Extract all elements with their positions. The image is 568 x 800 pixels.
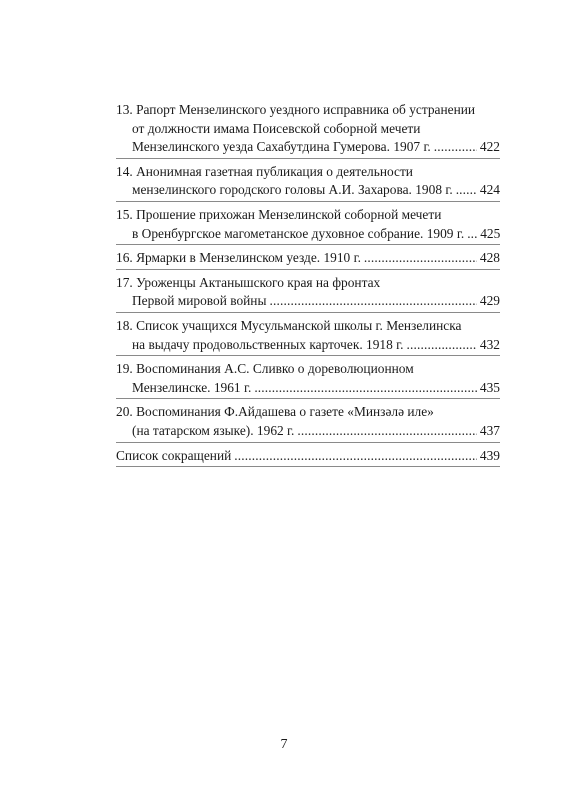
toc-entry-line xyxy=(116,422,500,441)
toc-entry-line xyxy=(116,360,500,379)
toc-entry-line xyxy=(116,317,500,336)
toc-entry-title: 19. Воспоминания А.С. Сливко о дореволюционном xyxy=(116,361,414,377)
toc-entry xyxy=(116,101,500,159)
toc-entry xyxy=(116,206,500,245)
toc-entry-line xyxy=(116,336,500,355)
toc-entry-line xyxy=(116,249,500,268)
toc-entry-line xyxy=(116,403,500,422)
toc-entry xyxy=(116,163,500,202)
toc-entry-line xyxy=(116,120,500,139)
toc-entry-title: 17. Уроженцы Актанышского края на фронтах xyxy=(116,274,381,290)
toc-entry-page: 422 xyxy=(479,139,500,155)
dot-leader xyxy=(254,379,477,398)
toc-entry-title: 18. Список учащихся Мусульманской школы г. Мензелинска xyxy=(116,317,462,333)
toc-entry-title: 15. Прошение прихожан Мензелинской соборной мечети xyxy=(116,206,442,222)
toc-entry-title: мензелинского городского головы А.И. Захарова. 1908 г. xyxy=(132,182,453,198)
toc-entry-title: Мензелинске. 1961 г. xyxy=(132,379,252,395)
toc-entry-line xyxy=(116,163,500,182)
dot-leader xyxy=(406,336,476,355)
toc-entry-page: 432 xyxy=(479,336,500,352)
dot-leader xyxy=(467,225,477,244)
toc-entry-title: 14. Анонимная газетная публикация о деятельности xyxy=(116,163,413,179)
toc-entry-page: 424 xyxy=(479,182,500,198)
toc-entry-line xyxy=(116,138,500,157)
toc-entry-line xyxy=(116,101,500,120)
dot-leader xyxy=(434,138,477,157)
toc-entry xyxy=(116,360,500,399)
toc-entry-title: 20. Воспоминания Ф.Айдашева о газете «Минзәлә иле» xyxy=(116,404,434,420)
toc-entry-line xyxy=(116,274,500,293)
toc-entry-line xyxy=(116,379,500,398)
toc-entry-page: 429 xyxy=(479,293,500,309)
toc-entry-page: 428 xyxy=(479,250,500,266)
toc-entry xyxy=(116,317,500,356)
toc-entry-title: Мензелинского уезда Сахабутдина Гумерова. 1907 г. xyxy=(132,139,431,155)
toc-entry-title: Первой мировой войны xyxy=(132,293,267,309)
toc-entry-title: Список сокращений xyxy=(116,447,232,463)
toc-entry-page: 425 xyxy=(480,225,501,241)
toc-entry-title: от должности имама Поисевской соборной мечети xyxy=(132,120,421,136)
dot-leader xyxy=(297,422,477,441)
dot-leader xyxy=(269,292,476,311)
page-number: 7 xyxy=(280,737,288,752)
toc-entry xyxy=(116,274,500,313)
toc-entry-title: 16. Ярмарки в Мензелинском уезде. 1910 г. xyxy=(116,250,361,266)
toc-entry-title: на выдачу продовольственных карточек. 1918 г. xyxy=(132,336,404,352)
toc-entry-page: 437 xyxy=(479,422,500,438)
toc-entry-page: 435 xyxy=(479,379,500,395)
toc-entry-title: 13. Рапорт Мензелинского уездного исправника об устранении xyxy=(116,102,476,117)
toc-entry-line xyxy=(116,206,500,225)
toc-entry-page: 439 xyxy=(479,447,500,463)
toc-entry-line xyxy=(116,181,500,200)
dot-leader xyxy=(234,447,477,466)
table-of-contents xyxy=(116,101,500,471)
toc-entry xyxy=(116,447,500,468)
toc-entry xyxy=(116,403,500,442)
toc-entry-line xyxy=(116,292,500,311)
dot-leader xyxy=(456,181,477,200)
toc-entry-title: в Оренбургское магометанское духовное собрание. 1909 г. xyxy=(132,225,465,241)
toc-entry-title: (на татарском языке). 1962 г. xyxy=(132,422,295,438)
toc-entry-line xyxy=(116,225,500,244)
toc-entry-line xyxy=(116,447,500,466)
dot-leader xyxy=(364,249,477,268)
toc-entry xyxy=(116,249,500,270)
